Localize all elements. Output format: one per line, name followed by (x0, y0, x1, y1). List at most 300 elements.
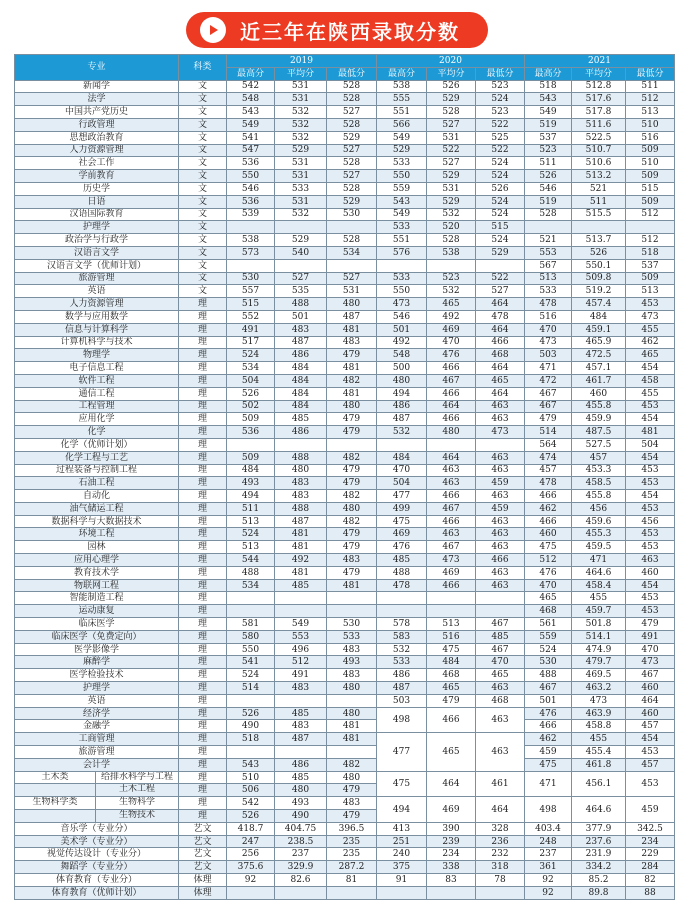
major-name: 旅游管理 (15, 746, 179, 759)
score-cell: 528 (327, 118, 377, 131)
score-cell: 532 (377, 426, 427, 439)
category: 文 (179, 259, 227, 272)
major-name: 智能制造工程 (15, 592, 179, 605)
major-name: 经济学 (15, 707, 179, 720)
score-cell: 529 (275, 234, 327, 247)
major-name: 英语 (15, 694, 179, 707)
category: 理 (179, 490, 227, 503)
category: 理 (179, 630, 227, 643)
category: 文 (179, 93, 227, 106)
category: 理 (179, 746, 227, 759)
score-cell: 458.5 (572, 477, 626, 490)
score-cell (377, 438, 427, 451)
score-cell: 513 (525, 272, 572, 285)
score-cell: 553 (525, 246, 572, 259)
score-cell: 463 (476, 464, 525, 477)
score-cell: 464 (476, 362, 525, 375)
major-name: 护理学 (15, 221, 179, 234)
score-cell: 541 (227, 656, 275, 669)
score-cell: 396.5 (327, 822, 377, 835)
table-row (15, 656, 675, 669)
score-cell: 472.5 (572, 349, 626, 362)
score-cell: 465 (476, 374, 525, 387)
score-cell: 469 (377, 528, 427, 541)
score-cell: 517.8 (572, 106, 626, 119)
score-cell: 466 (427, 362, 476, 375)
score-cell: 484 (275, 362, 327, 375)
major-name: 音乐学（专业分） (15, 822, 179, 835)
score-cell: 480 (327, 771, 377, 784)
score-cell: 549 (377, 131, 427, 144)
score-cell: 501 (525, 694, 572, 707)
score-cell: 488 (377, 566, 427, 579)
score-cell: 235 (327, 835, 377, 848)
score-cell: 509 (227, 451, 275, 464)
score-cell: 479 (327, 541, 377, 554)
category: 理 (179, 336, 227, 349)
score-cell: 467 (525, 682, 572, 695)
score-cell: 470 (377, 464, 427, 477)
score-cell: 527 (427, 118, 476, 131)
major-name: 园林 (15, 541, 179, 554)
score-cell: 491 (626, 630, 675, 643)
score-cell: 486 (275, 758, 327, 771)
score-cell: 485 (377, 554, 427, 567)
score-cell: 467 (427, 541, 476, 554)
score-cell (227, 605, 275, 618)
score-cell: 471 (572, 554, 626, 567)
score-cell (476, 605, 525, 618)
table-row (15, 298, 675, 311)
header-avg: 平均分 (572, 67, 626, 80)
category: 文 (179, 272, 227, 285)
score-cell: 454 (626, 451, 675, 464)
category: 文 (179, 246, 227, 259)
score-cell: 547 (227, 144, 275, 157)
category: 理 (179, 362, 227, 375)
score-cell: 521 (525, 234, 572, 247)
category: 文 (179, 285, 227, 298)
score-cell: 524 (476, 195, 525, 208)
score-cell: 85.2 (572, 874, 626, 887)
table-row (15, 797, 675, 810)
major-name: 油气储运工程 (15, 502, 179, 515)
score-cell: 506 (227, 784, 275, 797)
score-cell: 467 (525, 387, 572, 400)
table-row (15, 93, 675, 106)
score-cell: 559 (525, 630, 572, 643)
table-row (15, 707, 675, 720)
score-cell: 483 (275, 477, 327, 490)
header-category: 科类 (179, 55, 227, 81)
table-row (15, 771, 675, 784)
table-row (15, 861, 675, 874)
score-cell: 532 (377, 643, 427, 656)
score-cell: 469 (427, 797, 476, 823)
category: 文 (179, 80, 227, 93)
score-cell: 469 (427, 566, 476, 579)
score-cell: 552 (227, 310, 275, 323)
score-cell: 531 (275, 195, 327, 208)
score-cell: 510 (626, 157, 675, 170)
header-min: 最低分 (327, 67, 377, 80)
score-cell: 550 (377, 285, 427, 298)
score-cell: 492 (427, 310, 476, 323)
score-cell (377, 592, 427, 605)
score-cell: 485 (476, 630, 525, 643)
score-cell: 91 (377, 874, 427, 887)
score-cell: 524 (476, 157, 525, 170)
score-cell: 453 (626, 746, 675, 759)
score-cell: 523 (476, 80, 525, 93)
table-row (15, 528, 675, 541)
score-cell: 464.6 (572, 566, 626, 579)
score-cell: 479 (626, 618, 675, 631)
category: 文 (179, 131, 227, 144)
score-cell: 482 (327, 490, 377, 503)
score-cell: 493 (327, 656, 377, 669)
category: 体理 (179, 874, 227, 887)
score-cell: 509 (626, 195, 675, 208)
score-cell: 485 (275, 579, 327, 592)
score-cell: 92 (525, 874, 572, 887)
score-cell: 581 (227, 618, 275, 631)
score-cell: 518 (626, 246, 675, 259)
category: 理 (179, 477, 227, 490)
score-cell: 83 (427, 874, 476, 887)
score-cell: 532 (275, 208, 327, 221)
score-cell: 461.8 (572, 758, 626, 771)
score-cell: 455 (572, 733, 626, 746)
major-name: 数据科学与大数据技术 (15, 515, 179, 528)
score-cell: 534 (227, 579, 275, 592)
table-row (15, 387, 675, 400)
score-cell: 482 (327, 374, 377, 387)
score-cell: 466 (525, 720, 572, 733)
major-name: 电子信息工程 (15, 362, 179, 375)
score-cell: 534 (227, 362, 275, 375)
score-cell: 511 (227, 502, 275, 515)
category: 理 (179, 771, 227, 784)
score-cell: 544 (227, 554, 275, 567)
score-cell: 479 (327, 349, 377, 362)
score-cell: 502 (227, 400, 275, 413)
score-cell: 501 (377, 323, 427, 336)
score-cell: 479 (525, 413, 572, 426)
score-cell: 361 (525, 861, 572, 874)
major-name: 工商管理 (15, 733, 179, 746)
score-cell: 530 (227, 272, 275, 285)
score-cell: 459 (476, 502, 525, 515)
score-cell: 480 (327, 400, 377, 413)
score-cell: 490 (275, 810, 327, 823)
score-cell: 229 (626, 848, 675, 861)
score-cell: 523 (476, 106, 525, 119)
score-cell: 566 (377, 118, 427, 131)
major-name: 思想政治教育 (15, 131, 179, 144)
score-cell: 483 (275, 682, 327, 695)
major-name: 视觉传达设计（专业分） (15, 848, 179, 861)
score-cell (427, 886, 476, 899)
table-row (15, 835, 675, 848)
score-cell: 498 (377, 707, 427, 733)
score-cell: 236 (476, 835, 525, 848)
score-cell: 476 (427, 349, 476, 362)
score-cell: 466 (525, 515, 572, 528)
score-cell: 454 (626, 362, 675, 375)
table-row (15, 259, 675, 272)
score-cell: 464 (476, 387, 525, 400)
score-cell: 239 (427, 835, 476, 848)
admission-score-table (14, 54, 675, 900)
table-row (15, 694, 675, 707)
score-cell: 512 (626, 208, 675, 221)
score-cell: 526 (227, 387, 275, 400)
score-cell: 512 (626, 234, 675, 247)
category: 理 (179, 554, 227, 567)
table-row (15, 541, 675, 554)
score-cell (525, 221, 572, 234)
score-cell: 527 (327, 272, 377, 285)
score-cell: 514 (227, 682, 275, 695)
score-cell: 488 (275, 451, 327, 464)
score-cell: 482 (327, 758, 377, 771)
score-cell: 457.4 (572, 298, 626, 311)
score-cell: 483 (327, 336, 377, 349)
header-max: 最高分 (227, 67, 275, 80)
category: 理 (179, 323, 227, 336)
score-cell: 413 (377, 822, 427, 835)
table-row (15, 643, 675, 656)
score-cell: 454 (626, 490, 675, 503)
category: 理 (179, 643, 227, 656)
score-cell: 512 (525, 554, 572, 567)
score-cell: 473 (572, 694, 626, 707)
score-cell: 463 (476, 579, 525, 592)
score-cell: 526 (572, 246, 626, 259)
score-cell: 375.6 (227, 861, 275, 874)
score-cell: 530 (327, 208, 377, 221)
score-cell: 481 (327, 387, 377, 400)
score-cell: 479.7 (572, 656, 626, 669)
table-row (15, 118, 675, 131)
score-cell: 486 (377, 400, 427, 413)
table-row (15, 349, 675, 362)
score-cell: 528 (327, 157, 377, 170)
score-cell: 463 (476, 451, 525, 464)
table-row (15, 374, 675, 387)
score-cell: 475 (427, 643, 476, 656)
table-row (15, 554, 675, 567)
header-avg: 平均分 (427, 67, 476, 80)
major-name: 土木工程 (95, 784, 178, 796)
score-cell: 524 (227, 669, 275, 682)
score-cell: 479 (327, 426, 377, 439)
score-cell: 515 (626, 182, 675, 195)
score-cell: 466 (476, 554, 525, 567)
major-name: 化学（优师计划） (15, 438, 179, 451)
score-cell: 517.6 (572, 93, 626, 106)
score-cell: 546 (377, 310, 427, 323)
score-cell: 453 (626, 400, 675, 413)
score-cell: 550 (227, 643, 275, 656)
category: 理 (179, 400, 227, 413)
score-cell: 541 (227, 131, 275, 144)
major-name: 麻醉学 (15, 656, 179, 669)
score-cell: 485 (275, 771, 327, 784)
score-cell: 453 (626, 771, 675, 797)
score-cell: 580 (227, 630, 275, 643)
category: 文 (179, 234, 227, 247)
major-name: 医学影像学 (15, 643, 179, 656)
table-row (15, 758, 675, 771)
score-cell: 464 (427, 400, 476, 413)
score-cell: 496 (275, 643, 327, 656)
score-cell: 475 (525, 758, 572, 771)
score-cell: 531 (275, 157, 327, 170)
table-row (15, 413, 675, 426)
score-cell: 479 (327, 477, 377, 490)
score-cell (275, 592, 327, 605)
score-cell: 465 (427, 733, 476, 771)
score-cell: 526 (525, 170, 572, 183)
score-cell: 480 (275, 464, 327, 477)
table-row (15, 400, 675, 413)
major-name: 美术学（专业分） (15, 835, 179, 848)
score-cell: 375 (377, 861, 427, 874)
score-cell: 528 (327, 182, 377, 195)
score-cell: 522 (476, 272, 525, 285)
score-cell (427, 438, 476, 451)
table-row (15, 195, 675, 208)
score-cell: 522.5 (572, 131, 626, 144)
major-name: 运动康复 (15, 605, 179, 618)
score-cell: 248 (525, 835, 572, 848)
score-cell: 461.7 (572, 374, 626, 387)
score-cell: 461 (476, 771, 525, 797)
score-cell: 513 (626, 285, 675, 298)
major-name: 教育技术学 (15, 566, 179, 579)
table-row (15, 592, 675, 605)
score-cell: 540 (275, 246, 327, 259)
score-cell: 462 (626, 336, 675, 349)
score-cell: 518 (525, 80, 572, 93)
score-cell: 578 (377, 618, 427, 631)
score-cell: 479 (327, 413, 377, 426)
score-cell: 78 (476, 874, 525, 887)
score-cell: 481 (327, 579, 377, 592)
score-cell: 478 (525, 298, 572, 311)
score-cell (227, 438, 275, 451)
score-cell: 473 (377, 298, 427, 311)
score-cell: 466 (427, 707, 476, 733)
major-group-name: 土木类 (41, 771, 69, 782)
score-cell: 513 (626, 106, 675, 119)
score-cell: 527 (476, 285, 525, 298)
score-cell: 550 (227, 170, 275, 183)
score-cell: 464 (476, 797, 525, 823)
major-name: 学前教育 (15, 170, 179, 183)
major-name: 石油工程 (15, 477, 179, 490)
major-name: 应用化学 (15, 413, 179, 426)
score-cell: 481 (327, 323, 377, 336)
score-cell: 518 (227, 733, 275, 746)
score-cell: 477 (377, 733, 427, 771)
score-cell: 453 (626, 528, 675, 541)
score-cell: 487.5 (572, 426, 626, 439)
score-cell: 491 (227, 323, 275, 336)
major-name: 临床医学（免费定向） (15, 630, 179, 643)
score-cell (227, 221, 275, 234)
table-body (15, 80, 675, 899)
score-cell: 468 (427, 669, 476, 682)
score-cell: 457 (525, 464, 572, 477)
score-cell: 235 (327, 848, 377, 861)
score-cell: 513 (427, 618, 476, 631)
score-cell: 460 (626, 566, 675, 579)
table-row (15, 618, 675, 631)
table-row (15, 246, 675, 259)
score-cell: 464 (476, 323, 525, 336)
score-cell: 479 (327, 784, 377, 797)
score-cell: 470 (476, 656, 525, 669)
category: 理 (179, 720, 227, 733)
score-cell: 459.6 (572, 515, 626, 528)
score-cell: 466 (427, 387, 476, 400)
score-cell: 519.2 (572, 285, 626, 298)
score-cell: 459.5 (572, 541, 626, 554)
score-cell: 524 (476, 234, 525, 247)
score-cell: 457.1 (572, 362, 626, 375)
banner-title: 近三年在陕西录取分数 (240, 19, 460, 44)
score-cell: 528 (525, 208, 572, 221)
score-cell: 480 (427, 426, 476, 439)
score-cell: 469 (427, 323, 476, 336)
major-group (15, 771, 179, 784)
header-year-2020: 2020 (377, 55, 525, 68)
score-cell: 231.9 (572, 848, 626, 861)
score-cell: 484 (377, 451, 427, 464)
table-row (15, 822, 675, 835)
major-name: 环境工程 (15, 528, 179, 541)
score-cell: 528 (327, 234, 377, 247)
score-cell: 237.6 (572, 835, 626, 848)
score-cell: 481 (327, 733, 377, 746)
score-cell: 549 (227, 118, 275, 131)
score-cell (275, 746, 327, 759)
score-cell: 511 (626, 80, 675, 93)
score-cell (275, 259, 327, 272)
score-cell: 532 (427, 208, 476, 221)
table-row (15, 221, 675, 234)
score-cell: 538 (227, 234, 275, 247)
score-cell: 238.5 (275, 835, 327, 848)
score-cell (327, 605, 377, 618)
score-cell: 487 (275, 336, 327, 349)
score-cell: 463 (476, 400, 525, 413)
score-cell: 487 (275, 515, 327, 528)
header-max: 最高分 (525, 67, 572, 80)
score-cell (327, 694, 377, 707)
score-cell: 509 (626, 144, 675, 157)
score-cell (327, 438, 377, 451)
header-major: 专业 (15, 55, 179, 81)
score-cell: 553 (275, 630, 327, 643)
score-cell: 494 (227, 490, 275, 503)
score-cell: 480 (327, 707, 377, 720)
score-cell: 478 (377, 579, 427, 592)
score-cell: 524 (476, 208, 525, 221)
